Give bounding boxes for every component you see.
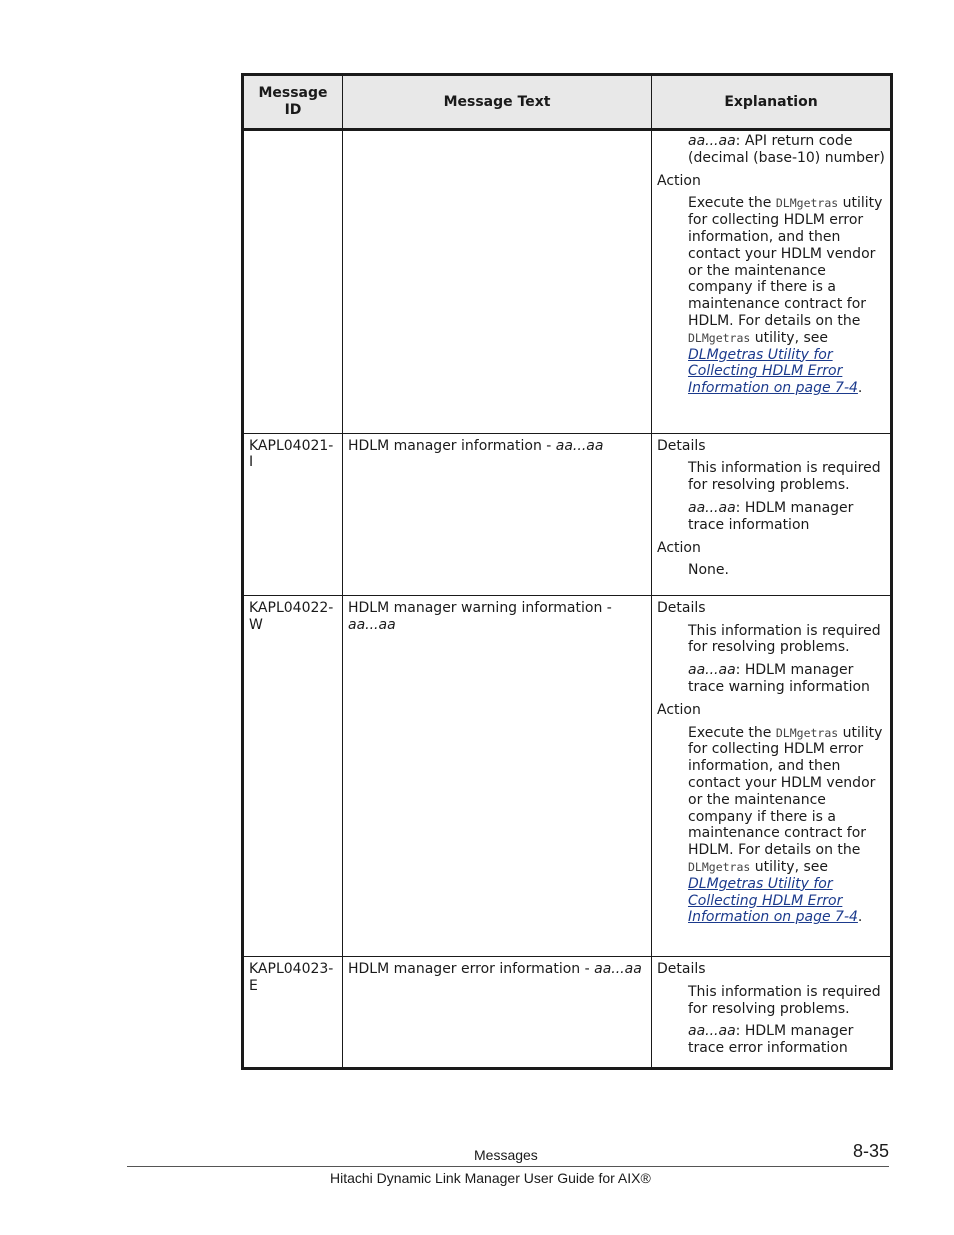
header-message-text: Message Text: [343, 75, 652, 130]
cell-message-id: KAPL04022-W: [243, 595, 343, 956]
cell-message-id: KAPL04021-I: [243, 433, 343, 595]
variable-desc: aa...aa: HDLM manager trace information: [688, 500, 854, 533]
header-message-id: Message ID: [243, 75, 343, 130]
action-text: None.: [688, 562, 729, 579]
cell-message-text: HDLM manager information - aa...aa: [343, 433, 652, 595]
variable-desc: aa...aa: HDLM manager trace warning information: [688, 662, 870, 696]
details-text: This information is required for resolving problems.: [688, 983, 881, 1017]
message-table: [241, 73, 893, 1070]
footer-book-title: Hitachi Dynamic Link Manager User Guide for AIX®: [330, 1170, 651, 1186]
details-label: Details: [657, 437, 706, 454]
action-label: Action: [657, 172, 701, 189]
cell-message-text-empty: [343, 130, 652, 434]
code-dlmgetras: DLMgetras: [688, 330, 751, 345]
cell-explanation: [652, 595, 892, 956]
action-text: Execute the DLMgetras utility for collecting HDLM error information, and then contact your HDLM vendor or the maintenance company if there is a maintenance contract for HDLM. For details on the DLMgetras utility, see DLMgetras Utility for Collecting HDLM Error Information on page 7-4.: [688, 195, 883, 397]
action-text: Execute the DLMgetras utility for collecting HDLM error information, and then contact your HDLM vendor or the maintenance company if there is a maintenance contract for HDLM. For details on the DLMgetras utility, see DLMgetras Utility for Collecting HDLM Error Information on page 7-4.: [688, 724, 883, 926]
cell-message-text: HDLM manager error information - aa...aa: [343, 956, 652, 1068]
footer-page-number: 8-35: [852, 1141, 889, 1161]
details-text: This information is required for resolving problems.: [688, 622, 881, 656]
xref-dlmgetras-link[interactable]: DLMgetras Utility for Collecting HDLM Error Information on page 7-4: [688, 346, 858, 397]
table-row: [243, 595, 892, 956]
details-label: Details: [657, 599, 706, 616]
code-dlmgetras: DLMgetras: [775, 725, 839, 740]
xref-dlmgetras-link[interactable]: DLMgetras Utility for Collecting HDLM Error Information on page 7-4: [688, 875, 858, 926]
code-dlmgetras: DLMgetras: [775, 196, 839, 211]
action-label: Action: [657, 539, 701, 556]
action-label: Action: [657, 701, 701, 718]
cell-message-id: KAPL04023-E: [243, 956, 343, 1068]
header-explanation: Explanation: [652, 75, 892, 130]
variable-desc: aa...aa: HDLM manager trace error information: [688, 1023, 854, 1057]
cell-explanation: [652, 956, 892, 1068]
table-row-continued: [243, 130, 892, 434]
footer-divider: [127, 1166, 889, 1167]
cell-explanation: [652, 433, 892, 595]
table-row: [243, 433, 892, 595]
code-dlmgetras: DLMgetras: [688, 859, 751, 874]
details-label: Details: [657, 960, 706, 977]
cell-explanation: [652, 130, 892, 434]
table-header-row: [243, 75, 892, 130]
return-code-desc: aa...aa: API return code (decimal (base-10) number): [688, 133, 885, 166]
table-row: [243, 956, 892, 1068]
cell-message-text: HDLM manager warning information - aa...aa: [343, 595, 652, 956]
cell-message-id-empty: [243, 130, 343, 434]
footer-section-title: Messages: [474, 1147, 538, 1163]
details-text: This information is required for resolving problems.: [688, 460, 881, 494]
